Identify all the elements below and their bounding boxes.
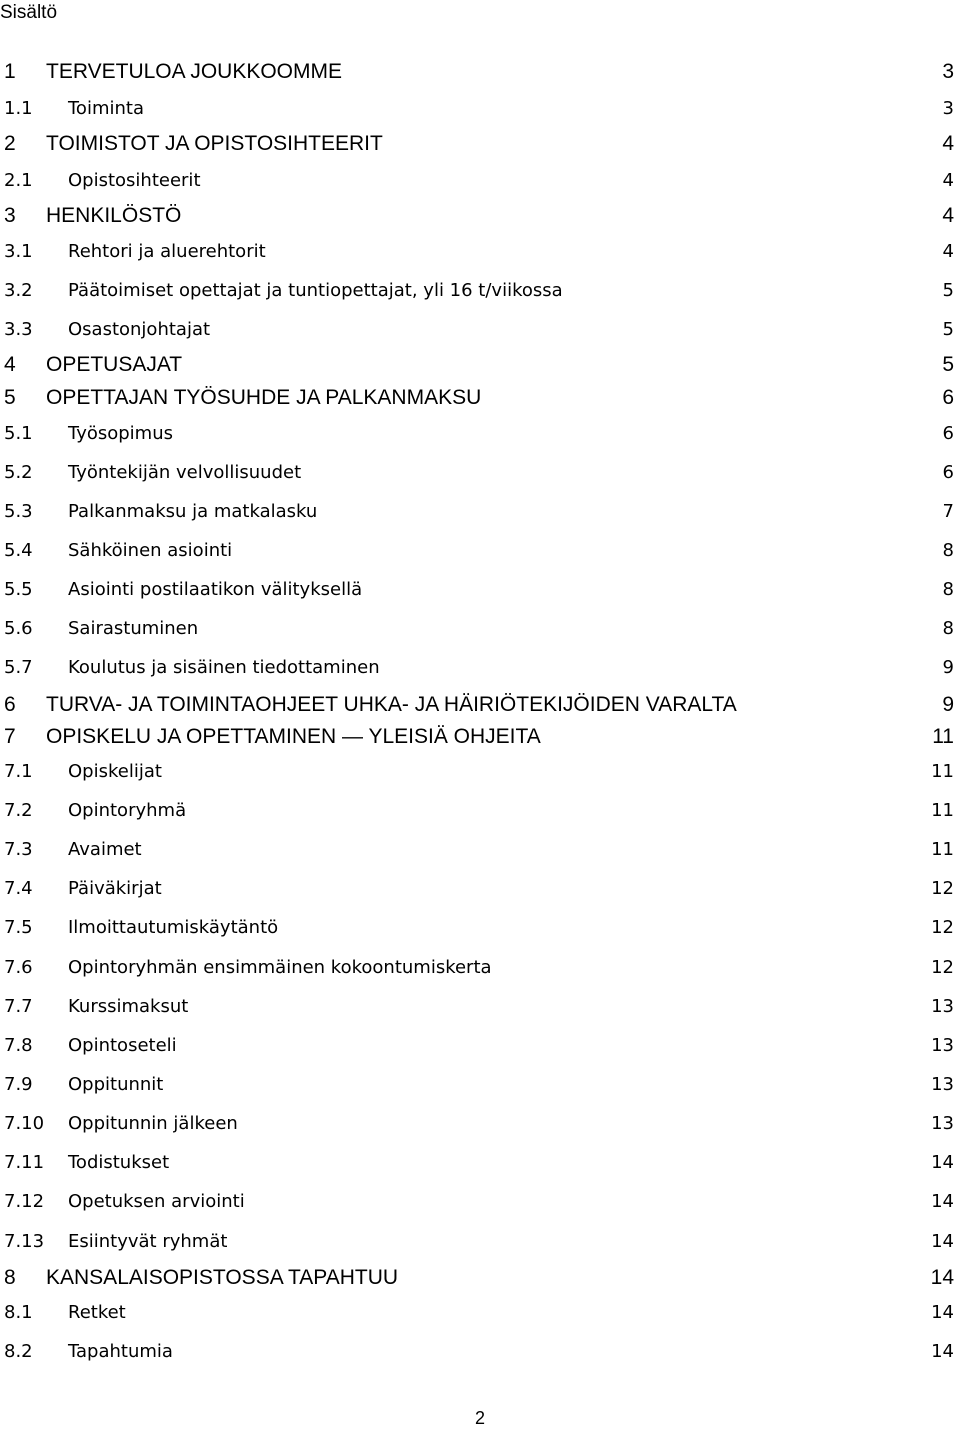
toc-entry-page: 3 [942, 60, 954, 83]
toc-entry-number: 7.13 [4, 1230, 45, 1252]
toc-entry[interactable] [0, 1108, 958, 1138]
toc-entry-page: 14 [931, 1151, 954, 1173]
toc-entry[interactable] [0, 383, 958, 413]
toc-entry-title: Toiminta [68, 97, 144, 119]
toc-entry[interactable] [0, 574, 958, 604]
toc-entry-page: 13 [931, 1112, 954, 1134]
toc-entry-number: 7.4 [4, 877, 33, 899]
toc-entry-title: Päiväkirjat [68, 877, 162, 899]
toc-entry-page: 4 [942, 132, 954, 155]
toc-entry-page: 11 [931, 760, 954, 782]
toc-entry-page: 11 [931, 799, 954, 821]
toc-entry[interactable] [0, 201, 958, 231]
toc-entry-page: 13 [931, 1034, 954, 1056]
toc-entry-page: 6 [942, 386, 954, 409]
toc-entry[interactable] [0, 57, 958, 87]
toc-entry-number: 7.11 [4, 1151, 45, 1173]
toc-entry-number: 7.2 [4, 799, 33, 821]
toc-entry-page: 6 [942, 461, 954, 483]
toc-entry-page: 6 [942, 422, 954, 444]
toc-entry[interactable] [0, 535, 958, 565]
toc-entry-number: 8.2 [4, 1340, 33, 1362]
toc-entry-number: 7.5 [4, 916, 33, 938]
toc-entry-number: 5.2 [4, 461, 33, 483]
toc-entry-page: 11 [932, 725, 954, 748]
toc-entry-page: 13 [931, 995, 954, 1017]
toc-entry[interactable] [0, 129, 958, 159]
toc-entry-page: 14 [931, 1340, 954, 1362]
toc-entry-page: 5 [942, 318, 954, 340]
toc-heading: Sisältö [0, 2, 58, 23]
toc-entry-number: 2.1 [4, 169, 33, 191]
toc-entry-title: Asiointi postilaatikon välityksellä [68, 578, 363, 600]
toc-entry-number: 2 [4, 132, 16, 155]
toc-entry[interactable] [0, 314, 958, 344]
toc-entry-page: 14 [931, 1230, 954, 1252]
toc-entry-number: 3.3 [4, 318, 33, 340]
toc-entry-number: 7.3 [4, 838, 33, 860]
toc-entry-page: 4 [942, 204, 954, 227]
toc-entry[interactable] [0, 275, 958, 305]
toc-entry-number: 5.3 [4, 500, 33, 522]
toc-entry-page: 3 [942, 97, 954, 119]
toc-entry-page: 9 [942, 656, 954, 678]
toc-entry-number: 7.7 [4, 995, 33, 1017]
toc-entry-page: 8 [942, 578, 954, 600]
toc-entry-title: Opiskelijat [68, 760, 162, 782]
toc-entry[interactable] [0, 1186, 958, 1216]
toc-entry-title: Opistosihteerit [68, 169, 201, 191]
toc-entry[interactable] [0, 722, 958, 752]
toc-entry-number: 5.7 [4, 656, 33, 678]
toc-entry-title: TURVA- JA TOIMINTAOHJEET UHKA- JA HÄIRIÖTEKIJÖIDEN VARALTA [46, 693, 737, 716]
toc-entry-title: Opetuksen arviointi [68, 1190, 245, 1212]
toc-entry[interactable] [0, 873, 958, 903]
toc-entry-number: 3.2 [4, 279, 33, 301]
toc-entry-title: Tapahtumia [68, 1340, 173, 1362]
toc-entry[interactable] [0, 418, 958, 448]
toc-entry-page: 5 [942, 353, 954, 376]
toc-entry-number: 7.10 [4, 1112, 45, 1134]
toc-entry-title: Työsopimus [68, 422, 173, 444]
toc-entry-title: Avaimet [68, 838, 142, 860]
toc-entry-number: 1.1 [4, 97, 33, 119]
toc-entry[interactable] [0, 613, 958, 643]
toc-entry-title: Oppitunnin jälkeen [68, 1112, 238, 1134]
toc-entry-number: 7 [4, 725, 16, 748]
toc-entry-number: 7.6 [4, 956, 33, 978]
toc-entry-page: 12 [931, 877, 954, 899]
toc-entry-number: 8 [4, 1266, 16, 1289]
toc-entry-title: Rehtori ja aluerehtorit [68, 240, 266, 262]
toc-entry-page: 4 [942, 240, 954, 262]
toc-entry-title: Opintoseteli [68, 1034, 177, 1056]
toc-entry-title: TOIMISTOT JA OPISTOSIHTEERIT [46, 132, 383, 155]
toc-entry-title: Päätoimiset opettajat ja tuntiopettajat, yli 16 t/viikossa [68, 279, 563, 301]
toc-entry[interactable] [0, 457, 958, 487]
toc-entry[interactable] [0, 1030, 958, 1060]
toc-entry[interactable] [0, 834, 958, 864]
toc-entry-number: 3 [4, 204, 16, 227]
toc-entry[interactable] [0, 652, 958, 682]
toc-entry[interactable] [0, 991, 958, 1021]
toc-entry-title: OPISKELU JA OPETTAMINEN — YLEISIÄ OHJEITA [46, 725, 541, 748]
toc-entry-title: Koulutus ja sisäinen tiedottaminen [68, 656, 380, 678]
toc-entry-title: Opintoryhmä [68, 799, 187, 821]
toc-entry[interactable] [0, 690, 958, 720]
toc-entry-number: 5.6 [4, 617, 33, 639]
toc-entry-number: 5.1 [4, 422, 33, 444]
toc-entry-page: 8 [942, 539, 954, 561]
toc-entry-title: Oppitunnit [68, 1073, 164, 1095]
toc-entry-title: OPETTAJAN TYÖSUHDE JA PALKANMAKSU [46, 386, 482, 409]
toc-entry-title: Retket [68, 1301, 126, 1323]
toc-entry-title: Palkanmaksu ja matkalasku [68, 500, 318, 522]
toc-entry-page: 12 [931, 956, 954, 978]
toc-entry-page: 12 [931, 916, 954, 938]
toc-entry-title: Esiintyvät ryhmät [68, 1230, 228, 1252]
toc-entry-number: 7.1 [4, 760, 33, 782]
toc-entry-page: 8 [942, 617, 954, 639]
toc-entry-page: 13 [931, 1073, 954, 1095]
toc-entry-number: 7.8 [4, 1034, 33, 1056]
toc-entry-title: HENKILÖSTÖ [46, 204, 182, 227]
toc-entry[interactable] [0, 1263, 958, 1293]
page-number: 2 [474, 1408, 485, 1428]
toc-entry[interactable] [0, 496, 958, 526]
toc-entry[interactable] [0, 1226, 958, 1256]
toc-entry-title: Todistukset [68, 1151, 170, 1173]
toc-entry-page: 7 [942, 500, 954, 522]
toc-entry[interactable] [0, 1336, 958, 1366]
toc-entry-page: 14 [931, 1301, 954, 1323]
toc-entry-page: 14 [930, 1266, 954, 1289]
toc-entry-number: 1 [4, 60, 16, 83]
toc-entry-title: Kurssimaksut [68, 995, 189, 1017]
toc-entry-number: 5 [4, 386, 16, 409]
toc-entry-number: 7.9 [4, 1073, 33, 1095]
toc-entry[interactable] [0, 912, 958, 942]
toc-entry[interactable] [0, 93, 958, 123]
toc-entry-number: 3.1 [4, 240, 33, 262]
toc-entry-title: Sähköinen asiointi [68, 539, 233, 561]
toc-entry[interactable] [0, 236, 958, 266]
toc-entry[interactable] [0, 1147, 958, 1177]
toc-entry-title: TERVETULOA JOUKKOOMME [46, 60, 342, 83]
toc-entry[interactable] [0, 165, 958, 195]
toc-entry-number: 7.12 [4, 1190, 45, 1212]
toc-entry-title: Ilmoittautumiskäytäntö [68, 916, 279, 938]
toc-entry-number: 5.4 [4, 539, 33, 561]
toc-entry[interactable] [0, 952, 958, 982]
toc-entry-number: 8.1 [4, 1301, 33, 1323]
toc-entry-number: 6 [4, 693, 16, 716]
toc-entry[interactable] [0, 795, 958, 825]
toc-entry-title: Opintoryhmän ensimmäinen kokoontumiskerta [68, 956, 492, 978]
toc-entry-title: Työntekijän velvollisuudet [68, 461, 302, 483]
toc-entry-title: KANSALAISOPISTOSSA TAPAHTUU [46, 1266, 399, 1289]
toc-entry[interactable] [0, 756, 958, 786]
toc-entry[interactable] [0, 350, 958, 380]
toc-entry-title: OPETUSAJAT [46, 353, 183, 376]
toc-entry-page: 14 [931, 1190, 954, 1212]
toc-entry-page: 4 [942, 169, 954, 191]
toc-entry-number: 5.5 [4, 578, 33, 600]
toc-entry[interactable] [0, 1297, 958, 1327]
toc-entry[interactable] [0, 1069, 958, 1099]
toc-entry-title: Osastonjohtajat [68, 318, 211, 340]
toc-entry-title: Sairastuminen [68, 617, 199, 639]
toc-entry-page: 5 [942, 279, 954, 301]
toc-entry-page: 9 [942, 693, 954, 716]
toc-entry-page: 11 [931, 838, 954, 860]
toc-entry-number: 4 [4, 353, 16, 376]
